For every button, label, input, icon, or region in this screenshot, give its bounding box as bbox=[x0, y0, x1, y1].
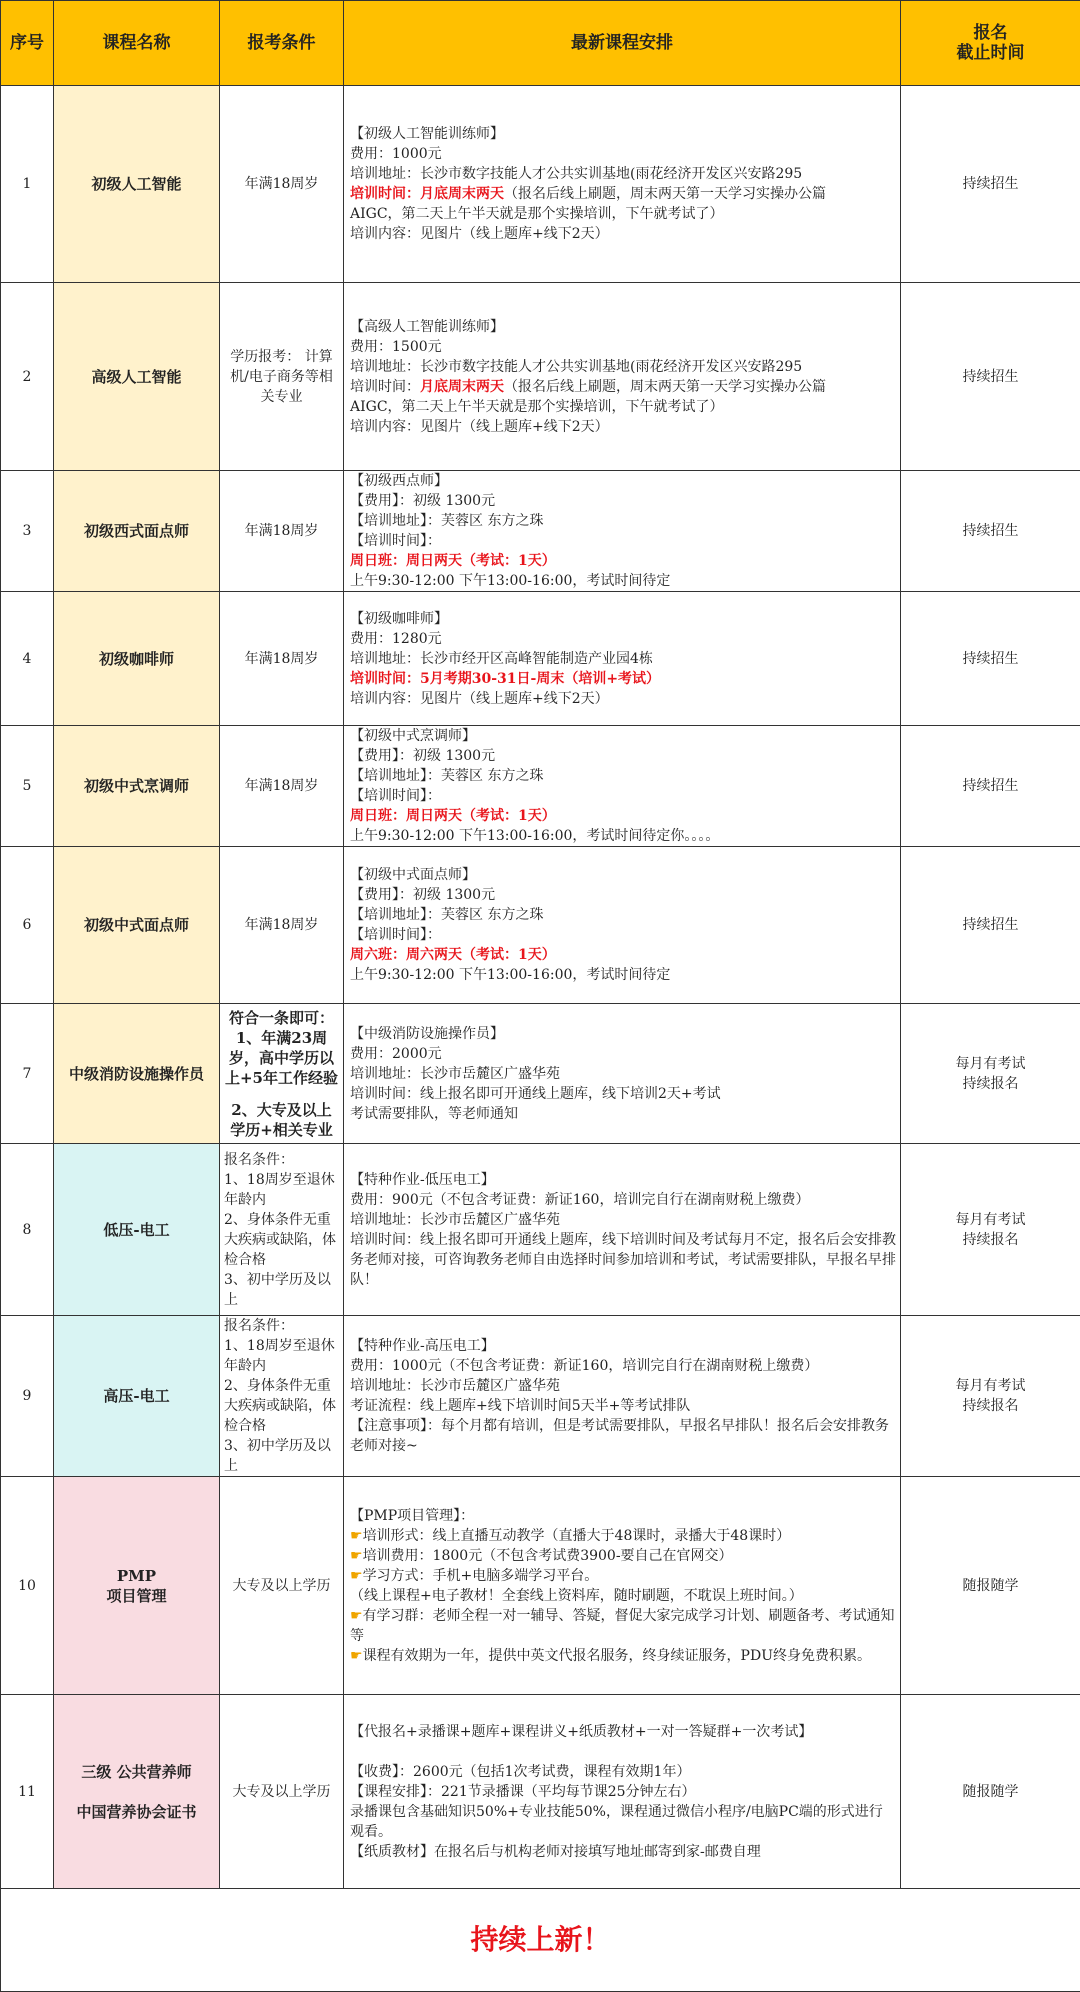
schedule-line: 培训费用：1800元（不包含考试费3900-要自己在官网交） bbox=[363, 1548, 733, 1564]
row-seq: 8 bbox=[1, 1144, 54, 1316]
row-schedule bbox=[344, 592, 901, 726]
row-schedule bbox=[344, 1144, 901, 1316]
schedule-highlight: 培训时间：5月考期30-31日-周末（培训+考试） bbox=[350, 669, 896, 689]
row-schedule bbox=[344, 283, 901, 471]
schedule-line: 培训内容：见图片（线上题库+线下2天） bbox=[350, 689, 896, 709]
requirement-line: 报名条件： bbox=[224, 1316, 339, 1336]
row-deadline: 随报随学 bbox=[901, 1695, 1080, 1889]
header-deadline-line1: 报名 bbox=[901, 23, 1080, 43]
schedule-line: 【初级西点师】 bbox=[350, 471, 896, 491]
row-schedule bbox=[344, 86, 901, 283]
row-requirement: 年满18周岁 bbox=[220, 86, 344, 283]
row-schedule bbox=[344, 1316, 901, 1477]
schedule-line: 【初级咖啡师】 bbox=[350, 609, 896, 629]
table-row bbox=[1, 1004, 1080, 1144]
requirement-line: 1、18周岁至退休年龄内 bbox=[224, 1336, 339, 1376]
row-course-name: 初级中式烹调师 bbox=[54, 726, 220, 847]
row-course-name: 初级人工智能 bbox=[54, 86, 220, 283]
row-deadline: 持续招生 bbox=[901, 592, 1080, 726]
row-requirement bbox=[220, 1316, 344, 1477]
header-name: 课程名称 bbox=[54, 1, 220, 86]
schedule-line: 【培训地址】：芙蓉区 东方之珠 bbox=[350, 766, 896, 786]
schedule-line: 【初级人工智能训练师】 bbox=[350, 124, 896, 144]
schedule-line: 【纸质教材】在报名后与机构老师对接填写地址邮寄到家-邮费自理 bbox=[350, 1842, 896, 1862]
pointing-hand-icon: ☛ bbox=[350, 1528, 363, 1544]
row-schedule bbox=[344, 1477, 901, 1695]
schedule-line: 【培训时间】： bbox=[350, 786, 896, 806]
schedule-line: AIGC，第二天上午半天就是那个实操培训，下午就考试了） bbox=[350, 204, 896, 224]
schedule-line: 【中级消防设施操作员】 bbox=[350, 1024, 896, 1044]
schedule-line: 学习方式：手机+电脑多端学习平台。 bbox=[363, 1568, 599, 1584]
requirement-line: 符合一条即可： bbox=[224, 1008, 339, 1028]
table-row bbox=[1, 847, 1080, 1004]
schedule-line: 费用：1000元 bbox=[350, 144, 896, 164]
row-deadline: 持续招生 bbox=[901, 726, 1080, 847]
row-course-name: 初级西式面点师 bbox=[54, 471, 220, 592]
schedule-line: 培训地址：长沙市岳麓区广盛华苑 bbox=[350, 1210, 896, 1230]
row-requirement: 学历报考： 计算机/电子商务等相关专业 bbox=[220, 283, 344, 471]
schedule-line: 上午9:30-12:00 下午13:00-16:00，考试时间待定 bbox=[350, 965, 896, 985]
schedule-line: 【费用】：初级 1300元 bbox=[350, 491, 896, 511]
schedule-line: 【PMP项目管理】： bbox=[350, 1506, 896, 1526]
table-row bbox=[1, 726, 1080, 847]
header-req: 报考条件 bbox=[220, 1, 344, 86]
deadline-line: 每月有考试 bbox=[905, 1210, 1076, 1230]
schedule-line: 培训地址：长沙市经开区高峰智能制造产业园4栋 bbox=[350, 649, 896, 669]
schedule-line: 【初级中式面点师】 bbox=[350, 865, 896, 885]
requirement-line: 2、身体条件无重大疾病或缺陷，体检合格 bbox=[224, 1210, 339, 1270]
requirement-line: 2、身体条件无重大疾病或缺陷，体检合格 bbox=[224, 1376, 339, 1436]
table-row bbox=[1, 283, 1080, 471]
row-schedule bbox=[344, 1004, 901, 1144]
requirement-line: 报名条件： bbox=[224, 1150, 339, 1170]
schedule-line: 有学习群：老师全程一对一辅导、答疑，督促大家完成学习计划、刷题备考、考试通知等 bbox=[350, 1608, 895, 1644]
requirement-line: 1、18周岁至退休年龄内 bbox=[224, 1170, 339, 1210]
deadline-line: 每月有考试 bbox=[905, 1054, 1076, 1074]
row-seq: 7 bbox=[1, 1004, 54, 1144]
requirement-line: 1、年满23周岁，高中学历以上+5年工作经验 bbox=[224, 1028, 339, 1088]
schedule-line: 【培训地址】：芙蓉区 东方之珠 bbox=[350, 511, 896, 531]
schedule-line: 费用：1500元 bbox=[350, 337, 896, 357]
row-course-name: 低压-电工 bbox=[54, 1144, 220, 1316]
requirement-line: 2、大专及以上学历+相关专业 bbox=[224, 1100, 339, 1140]
schedule-line: 考证流程：线上题库+线下培训时间5天半+等考试排队 bbox=[350, 1396, 896, 1416]
schedule-line: 【收费】：2600元（包括1次考试费，课程有效期1年） bbox=[350, 1762, 896, 1782]
schedule-line: 培训地址：长沙市岳麓区广盛华苑 bbox=[350, 1376, 896, 1396]
schedule-line: 【初级中式烹调师】 bbox=[350, 726, 896, 746]
footer-banner: 持续上新！ bbox=[1, 1889, 1080, 1992]
schedule-highlight: 培训时间：月底周末两天 bbox=[350, 186, 504, 202]
schedule-line: 培训时间： bbox=[350, 379, 420, 395]
row-deadline bbox=[901, 1144, 1080, 1316]
row-course-name: 初级中式面点师 bbox=[54, 847, 220, 1004]
schedule-line: 【费用】：初级 1300元 bbox=[350, 885, 896, 905]
row-requirement: 年满18周岁 bbox=[220, 471, 344, 592]
row-deadline bbox=[901, 1004, 1080, 1144]
schedule-line: 培训内容：见图片（线上题库+线下2天） bbox=[350, 224, 896, 244]
table-row bbox=[1, 1477, 1080, 1695]
row-deadline: 持续招生 bbox=[901, 86, 1080, 283]
header-schedule: 最新课程安排 bbox=[344, 1, 901, 86]
schedule-line: 【费用】：初级 1300元 bbox=[350, 746, 896, 766]
schedule-line: 费用：2000元 bbox=[350, 1044, 896, 1064]
schedule-line: 【培训地址】：芙蓉区 东方之珠 bbox=[350, 905, 896, 925]
row-course-name: 高压-电工 bbox=[54, 1316, 220, 1477]
header-deadline-line2: 截止时间 bbox=[901, 43, 1080, 63]
row-course-name bbox=[54, 1477, 220, 1695]
schedule-line: 费用：1000元（不包含考证费：新证160，培训完自行在湖南财税上缴费） bbox=[350, 1356, 896, 1376]
table-row bbox=[1, 471, 1080, 592]
row-deadline: 持续招生 bbox=[901, 283, 1080, 471]
row-seq: 5 bbox=[1, 726, 54, 847]
table-row bbox=[1, 592, 1080, 726]
course-name-line: 中国营养协会证书 bbox=[58, 1802, 215, 1822]
footer-row bbox=[1, 1889, 1080, 1992]
row-seq: 2 bbox=[1, 283, 54, 471]
row-course-name: 高级人工智能 bbox=[54, 283, 220, 471]
deadline-line: 持续报名 bbox=[905, 1230, 1076, 1250]
pointing-hand-icon: ☛ bbox=[350, 1608, 363, 1624]
row-seq: 6 bbox=[1, 847, 54, 1004]
row-requirement: 大专及以上学历 bbox=[220, 1695, 344, 1889]
schedule-line: 【培训时间】： bbox=[350, 925, 896, 945]
header-deadline bbox=[901, 1, 1080, 86]
row-requirement: 大专及以上学历 bbox=[220, 1477, 344, 1695]
row-deadline: 持续招生 bbox=[901, 847, 1080, 1004]
row-requirement: 年满18周岁 bbox=[220, 726, 344, 847]
schedule-line: 【高级人工智能训练师】 bbox=[350, 317, 896, 337]
schedule-line: 培训形式：线上直播互动教学（直播大于48课时，录播大于48课时） bbox=[363, 1528, 791, 1544]
row-schedule bbox=[344, 1695, 901, 1889]
row-requirement: 年满18周岁 bbox=[220, 847, 344, 1004]
schedule-line: 【课程安排】：221节录播课（平均每节课25分钟左右） bbox=[350, 1782, 896, 1802]
deadline-line: 持续报名 bbox=[905, 1396, 1076, 1416]
schedule-line: 【培训时间】： bbox=[350, 531, 896, 551]
schedule-line: （报名后线上刷题，周末两天第一天学习实操办公篇 bbox=[504, 186, 826, 202]
schedule-highlight: 月底周末两天 bbox=[420, 379, 504, 395]
schedule-line: 【注意事项】：每个月都有培训，但是考试需要排队，早报名早排队！报名后会安排教务老师对接~ bbox=[350, 1416, 896, 1456]
row-deadline: 随报随学 bbox=[901, 1477, 1080, 1695]
row-course-name bbox=[54, 1695, 220, 1889]
row-seq: 1 bbox=[1, 86, 54, 283]
requirement-line: 3、初中学历及以上 bbox=[224, 1436, 339, 1476]
schedule-line: 【代报名+录播课+题库+课程讲义+纸质教材+一对一答疑群+一次考试】 bbox=[350, 1722, 896, 1742]
pointing-hand-icon: ☛ bbox=[350, 1568, 363, 1584]
header-seq: 序号 bbox=[1, 1, 54, 86]
schedule-line: 培训地址：长沙市数字技能人才公共实训基地(雨花经济开发区兴安路295 bbox=[350, 357, 896, 377]
table-row bbox=[1, 1316, 1080, 1477]
schedule-line: 录播课包含基础知识50%+专业技能50%，课程通过微信小程序/电脑PC端的形式进行观看。 bbox=[350, 1802, 896, 1842]
schedule-line: 培训时间：线上报名即可开通线上题库，线下培训2天+考试 bbox=[350, 1084, 896, 1104]
schedule-line: 费用：1280元 bbox=[350, 629, 896, 649]
row-seq: 4 bbox=[1, 592, 54, 726]
row-seq: 11 bbox=[1, 1695, 54, 1889]
schedule-line: AIGC，第二天上午半天就是那个实操培训，下午就考试了） bbox=[350, 397, 896, 417]
row-seq: 9 bbox=[1, 1316, 54, 1477]
row-requirement: 年满18周岁 bbox=[220, 592, 344, 726]
row-deadline bbox=[901, 1316, 1080, 1477]
schedule-line: 【特种作业-高压电工】 bbox=[350, 1336, 896, 1356]
schedule-line: 培训地址：长沙市数字技能人才公共实训基地(雨花经济开发区兴安路295 bbox=[350, 164, 896, 184]
row-course-name: 中级消防设施操作员 bbox=[54, 1004, 220, 1144]
pointing-hand-icon: ☛ bbox=[350, 1548, 363, 1564]
schedule-line: 课程有效期为一年，提供中英文代报名服务，终身续证服务，PDU终身免费积累。 bbox=[363, 1648, 871, 1664]
schedule-line: （线上课程+电子教材！全套线上资料库，随时刷题，不耽误上班时间。） bbox=[350, 1586, 896, 1606]
row-requirement bbox=[220, 1144, 344, 1316]
schedule-highlight: 周六班：周六两天（考试：1天） bbox=[350, 945, 896, 965]
schedule-line: 考试需要排队，等老师通知 bbox=[350, 1104, 896, 1124]
row-deadline: 持续招生 bbox=[901, 471, 1080, 592]
deadline-line: 每月有考试 bbox=[905, 1376, 1076, 1396]
requirement-line: 3、初中学历及以上 bbox=[224, 1270, 339, 1310]
schedule-highlight: 周日班：周日两天（考试：1天） bbox=[350, 551, 896, 571]
deadline-line: 持续报名 bbox=[905, 1074, 1076, 1094]
row-schedule bbox=[344, 847, 901, 1004]
course-name-line: 三级 公共营养师 bbox=[58, 1762, 215, 1782]
schedule-line: 培训时间：线上报名即可开通线上题库，线下培训时间及考试每月不定，报名后会安排教务老师对接，可咨询教务老师自由选择时间参加培训和考试，考试需要排队，早报名早排队！ bbox=[350, 1230, 896, 1290]
row-seq: 10 bbox=[1, 1477, 54, 1695]
header-row bbox=[1, 1, 1080, 86]
table-row bbox=[1, 1144, 1080, 1316]
schedule-line: 费用：900元（不包含考证费：新证160，培训完自行在湖南财税上缴费） bbox=[350, 1190, 896, 1210]
course-name-line: PMP bbox=[58, 1566, 215, 1586]
schedule-line: （报名后线上刷题，周末两天第一天学习实操办公篇 bbox=[504, 379, 826, 395]
schedule-highlight: 周日班：周日两天（考试：1天） bbox=[350, 806, 896, 826]
schedule-line: 上午9:30-12:00 下午13:00-16:00，考试时间待定 bbox=[350, 571, 896, 591]
schedule-line: 上午9:30-12:00 下午13:00-16:00，考试时间待定你。。。。 bbox=[350, 826, 896, 846]
row-schedule bbox=[344, 726, 901, 847]
pointing-hand-icon: ☛ bbox=[350, 1648, 363, 1664]
table-row bbox=[1, 1695, 1080, 1889]
course-name-line: 项目管理 bbox=[58, 1586, 215, 1606]
row-schedule bbox=[344, 471, 901, 592]
row-course-name: 初级咖啡师 bbox=[54, 592, 220, 726]
row-requirement bbox=[220, 1004, 344, 1144]
schedule-line: 培训内容：见图片（线上题库+线下2天） bbox=[350, 417, 896, 437]
table-row bbox=[1, 86, 1080, 283]
schedule-line: 培训地址：长沙市岳麓区广盛华苑 bbox=[350, 1064, 896, 1084]
row-seq: 3 bbox=[1, 471, 54, 592]
schedule-line: 【特种作业-低压电工】 bbox=[350, 1170, 896, 1190]
